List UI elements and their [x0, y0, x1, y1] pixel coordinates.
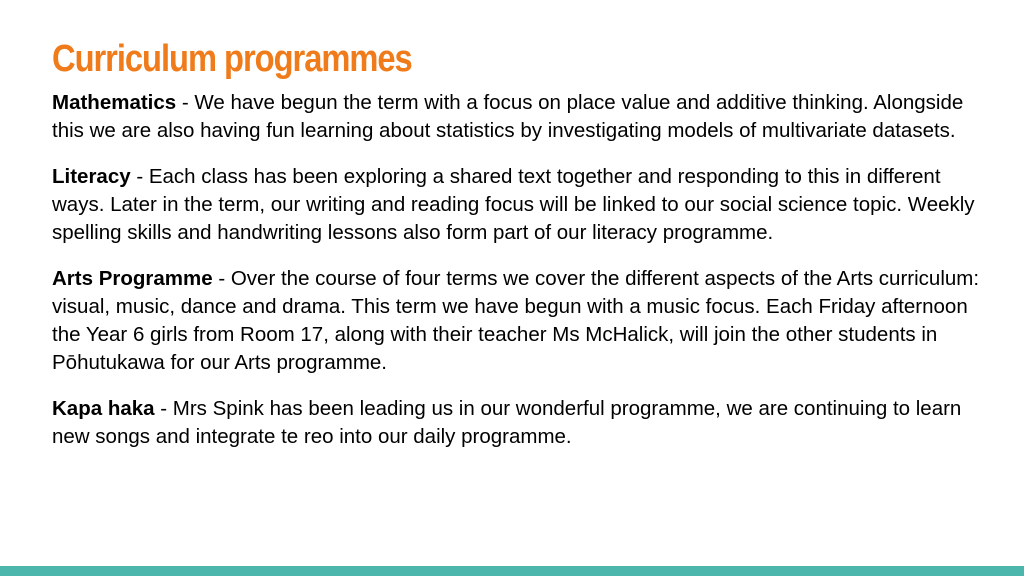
- section-body: - Mrs Spink has been leading us in our wonderful programme, we are continuing to learn new songs and integrate te reo into our daily programme.: [52, 397, 962, 448]
- section-heading: Literacy: [52, 165, 131, 188]
- section-body: - We have begun the term with a focus on place value and additive thinking. Alongside this we are also having fun learning about statistics by investigating models of multivariate datasets.: [52, 91, 964, 142]
- section-body: - Over the course of four terms we cover the different aspects of the Arts curriculum: visual, music, dance and drama. This term we have begun with a music focus. Each Friday afternoon the Year 6 girls from Room 17, along with their teacher Ms McHalick, will join the other students in Pōhutukawa for our Arts programme.: [52, 267, 980, 374]
- section-heading: Mathematics: [52, 91, 177, 114]
- section-kapa-haka: [52, 395, 992, 451]
- section-arts-programme: [52, 265, 992, 377]
- section-literacy: [52, 163, 992, 247]
- slide-content: [52, 89, 992, 469]
- section-body: - Each class has been exploring a shared text together and responding to this in different ways. Later in the term, our writing and reading focus will be linked to our social science topic. Weekly spelling skills and handwriting lessons also form part of our literacy programme.: [52, 165, 975, 244]
- section-heading: Arts Programme: [52, 267, 213, 290]
- bottom-accent-bar: [0, 566, 1024, 576]
- slide-title: Curriculum programmes: [52, 38, 412, 80]
- section-heading: Kapa haka: [52, 397, 155, 420]
- section-mathematics: [52, 89, 992, 145]
